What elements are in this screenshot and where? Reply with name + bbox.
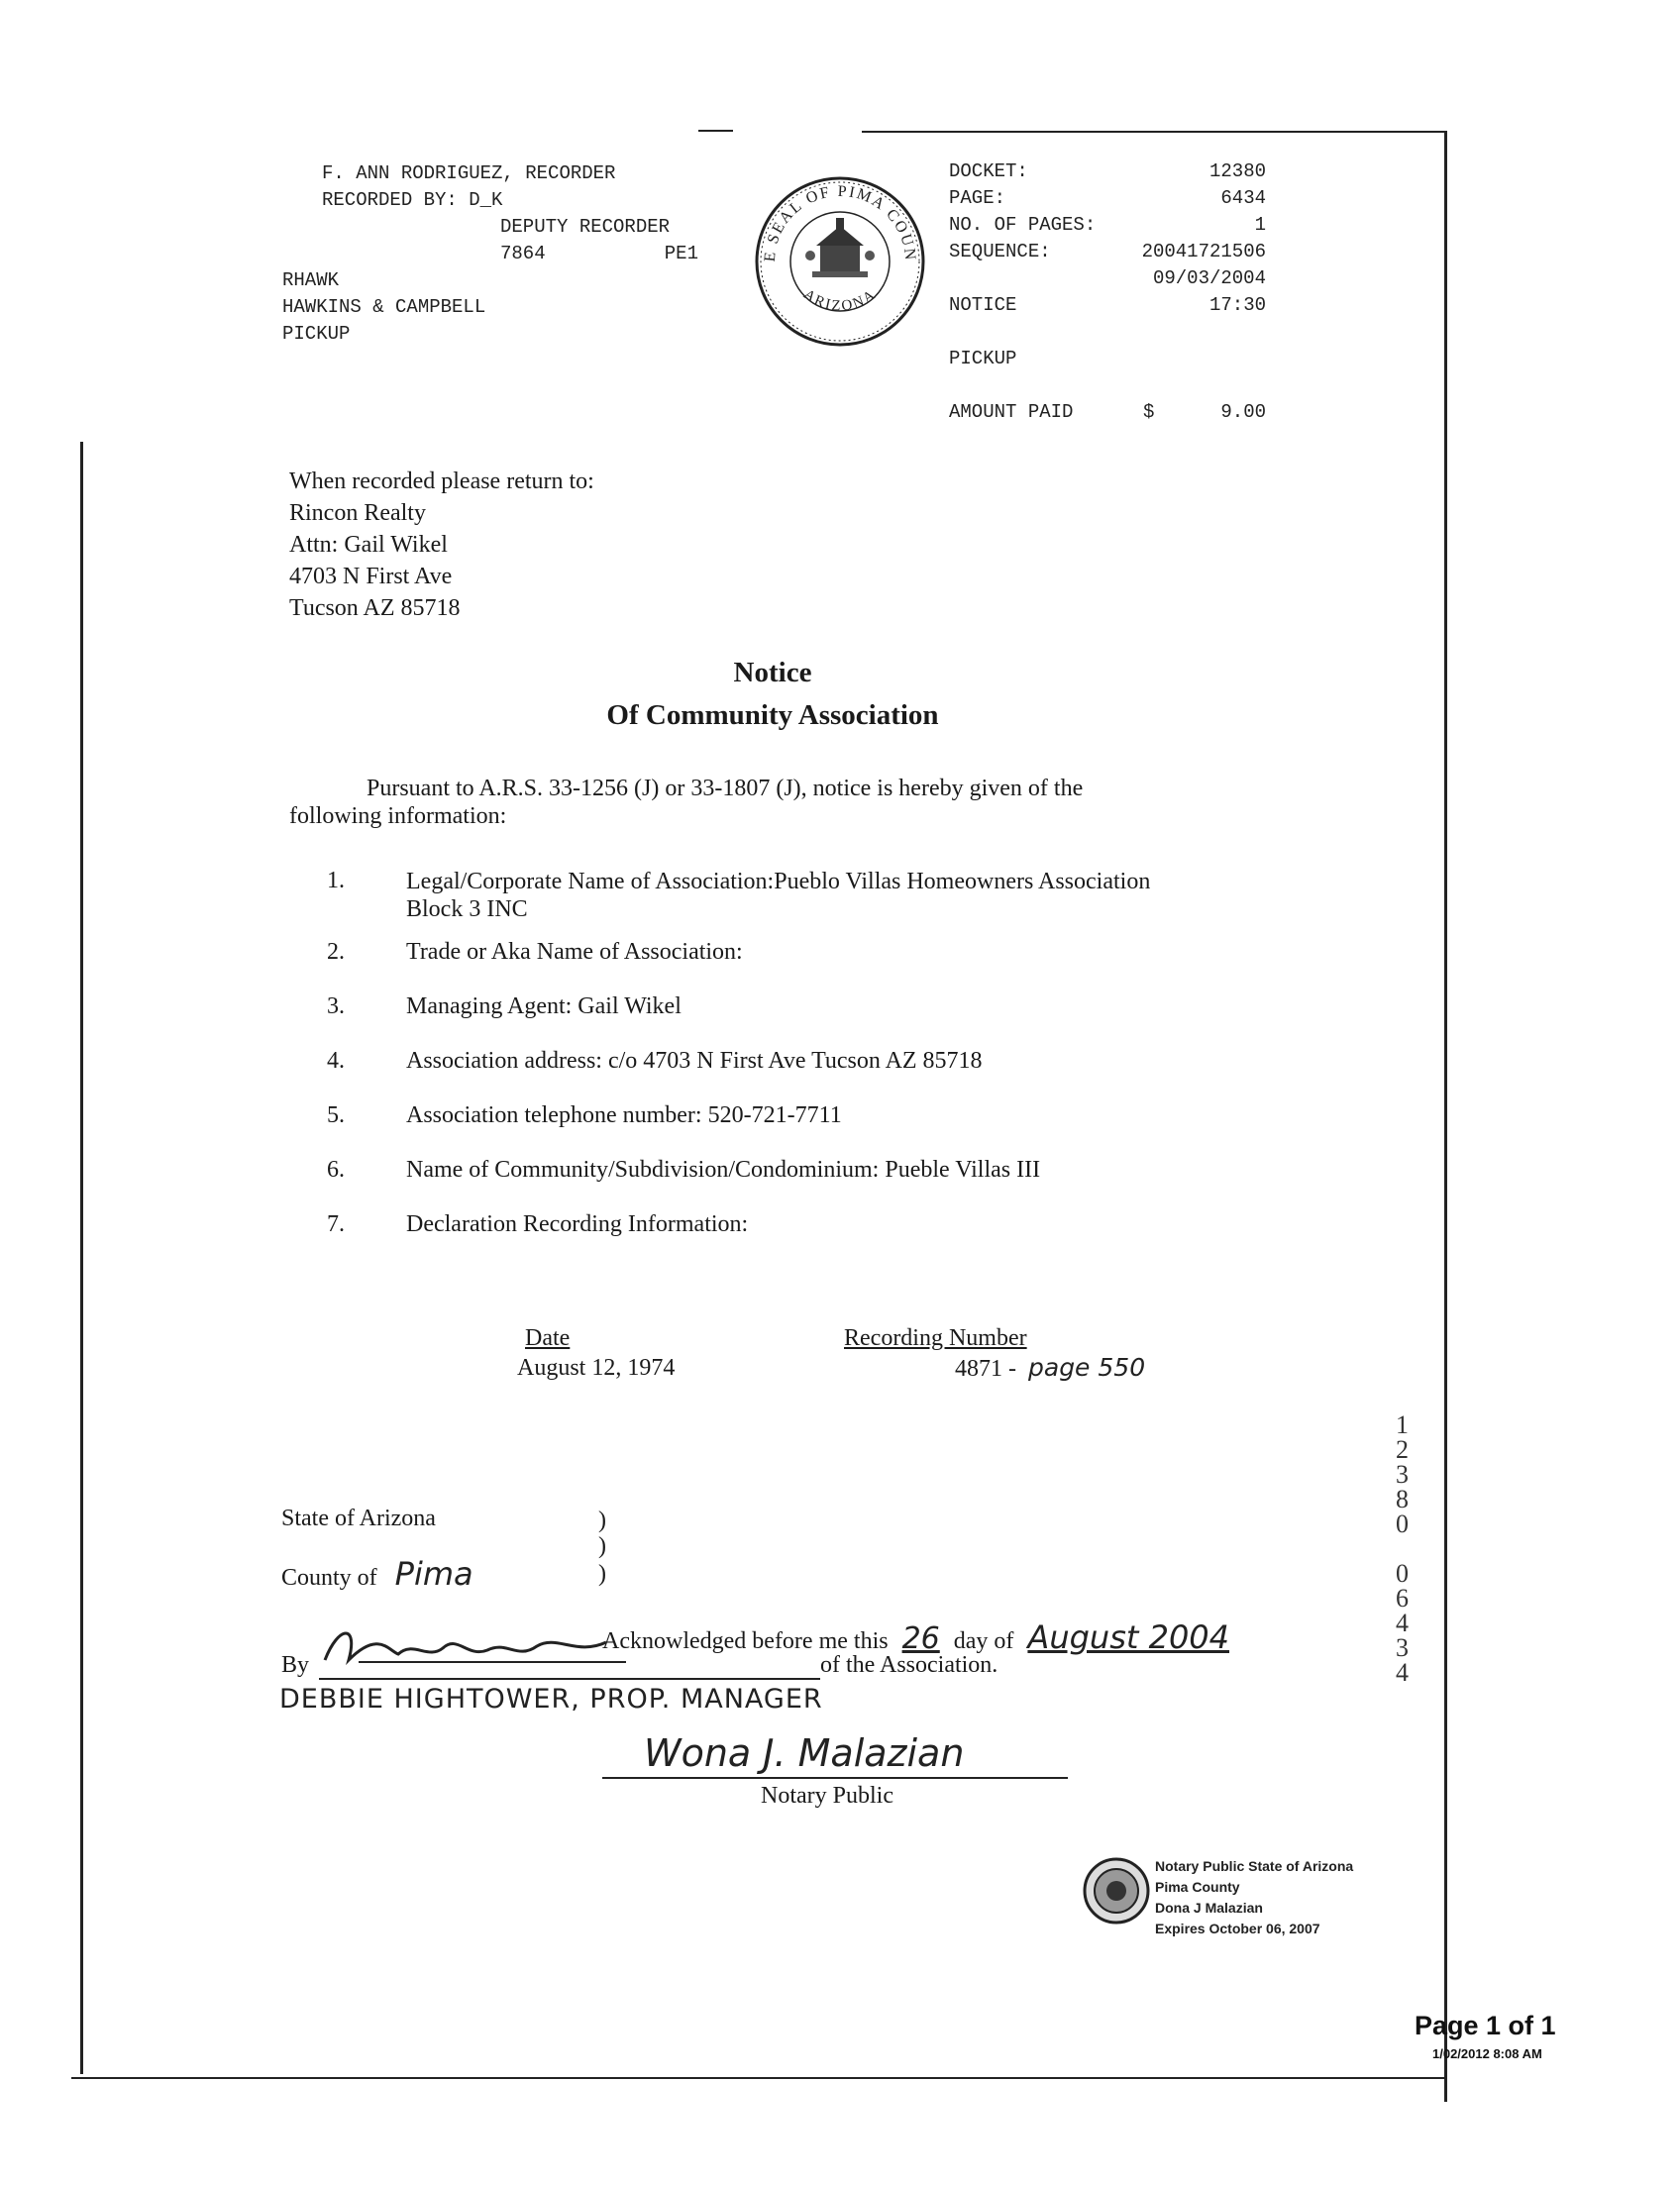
pickup-row: [949, 346, 1266, 372]
item-4-number: 4.: [327, 1048, 345, 1074]
seal-top-text: E SEAL OF PIMA COUN: [761, 182, 919, 263]
page-indicator: Page 1 of 1: [1415, 2011, 1556, 2040]
item-6-text: Name of Community/Subdivision/Condominium: Pueble Villas III: [406, 1157, 1041, 1183]
amount-currency: $: [1143, 401, 1155, 423]
docket-row: [949, 158, 1266, 185]
pages-row: [949, 212, 1266, 239]
item-3: [327, 993, 1150, 1021]
docket-pickup: PICKUP: [949, 348, 1017, 369]
ack-text: Acknowledged before me this: [602, 1628, 889, 1654]
sequence-label: SEQUENCE:: [949, 241, 1051, 262]
document-title: [475, 652, 1070, 737]
title-line-1: Notice: [733, 657, 812, 688]
declaration-date: [517, 1323, 675, 1383]
signer-signature-graphic: [319, 1620, 636, 1676]
recorder-code-right: PE1: [664, 243, 698, 264]
date-row: [949, 265, 1266, 292]
item-3-text: Managing Agent: Gail Wikel: [406, 993, 682, 1019]
intro-paragraph: [289, 775, 1083, 830]
notary-stamp-text: [1155, 1856, 1353, 1939]
recorder-rhawk: RHAWK: [282, 269, 340, 291]
pages-label: NO. OF PAGES:: [949, 214, 1097, 236]
ack-day-of: day of: [953, 1628, 1014, 1654]
docket-label: DOCKET:: [949, 160, 1028, 182]
ack-month: August 2004: [1027, 1618, 1230, 1656]
recorder-name: F. ANN RODRIGUEZ, RECORDER: [322, 162, 616, 184]
notary-public-label: Notary Public: [761, 1783, 893, 1809]
recording-number-header: Recording Number: [844, 1325, 1027, 1351]
county-handwritten: Pima: [394, 1555, 473, 1593]
title-line-2: Of Community Association: [606, 699, 939, 731]
left-border: [80, 442, 83, 2074]
item-1-text-2: Block 3 INC: [406, 896, 528, 922]
notary-signature: Wona J. Malazian: [644, 1731, 965, 1775]
return-line-5: Tucson AZ 85718: [289, 595, 461, 621]
deputy-recorder: DEPUTY RECORDER: [500, 216, 671, 238]
item-4-text: Association address: c/o 4703 N First Ave Tucson AZ 85718: [406, 1048, 983, 1074]
recording-number-handwritten: page 550: [1028, 1353, 1146, 1382]
info-items: [327, 868, 1150, 1266]
notary-seal-graphic: [1082, 1856, 1151, 1926]
seal-graphic: [753, 174, 927, 349]
item-3-number: 3.: [327, 993, 345, 1019]
by-underline: [319, 1678, 820, 1680]
county-label: County of: [281, 1565, 377, 1591]
item-7: [327, 1211, 1150, 1239]
item-4: [327, 1048, 1150, 1076]
top-rule-short: [698, 130, 733, 132]
stamp-line-4: Expires October 06, 2007: [1155, 1921, 1320, 1936]
recording-number-row: [955, 1353, 1145, 1384]
page-row: [949, 185, 1266, 212]
bottom-border: [71, 2077, 1446, 2079]
record-time: 17:30: [1208, 294, 1266, 316]
docket-block: [949, 158, 1266, 426]
state-label: State of Arizona: [281, 1506, 436, 1531]
paren-2: ): [598, 1533, 606, 1559]
doc-type: NOTICE: [949, 294, 1017, 316]
item-6-number: 6.: [327, 1157, 345, 1183]
paren-1: ): [598, 1508, 606, 1533]
svg-text:ARIZONA: [800, 286, 880, 314]
intro-line-1: Pursuant to A.R.S. 33-1256 (J) or 33-1807 (J), notice is hereby given of the: [367, 776, 1084, 801]
pages-value: 1: [1254, 214, 1266, 236]
type-row: [949, 292, 1266, 319]
amount-value: 9.00: [1220, 401, 1266, 423]
intro-line-2: following information:: [289, 803, 507, 829]
docket-value: 12380: [1208, 160, 1266, 182]
ack-day: 26: [901, 1621, 940, 1656]
return-line-3: Attn: Gail Wikel: [289, 532, 448, 558]
record-date: 09/03/2004: [1152, 267, 1266, 289]
ack-row: [602, 1618, 1229, 1656]
item-7-number: 7.: [327, 1211, 345, 1237]
item-1-text-wrap: [406, 868, 1150, 923]
stamp-line-3: Dona J Malazian: [1155, 1900, 1263, 1916]
page-value: 6434: [1220, 187, 1266, 209]
recorder-pickup: PICKUP: [282, 323, 351, 345]
item-7-text: Declaration Recording Information:: [406, 1211, 749, 1237]
item-2: [327, 939, 1150, 967]
amount-label: AMOUNT PAID: [949, 401, 1074, 423]
return-address: [289, 466, 594, 624]
sequence-row: [949, 239, 1266, 265]
item-5-number: 5.: [327, 1102, 345, 1128]
sequence-value: 20041721506: [1141, 241, 1266, 262]
item-6: [327, 1157, 1150, 1185]
recorder-code-left: 7864: [500, 243, 546, 264]
item-2-number: 2.: [327, 939, 345, 965]
item-5-text: Association telephone number: 520-721-7711: [406, 1102, 842, 1128]
amount-row: [949, 399, 1266, 426]
item-1: [327, 868, 1150, 923]
print-timestamp: 1/02/2012 8:08 AM: [1432, 2046, 1542, 2061]
signer-printed-name: DEBBIE HIGHTOWER, PROP. MANAGER: [279, 1684, 823, 1715]
stamp-line-1: Notary Public State of Arizona: [1155, 1858, 1354, 1874]
recorder-codes: [500, 241, 698, 267]
declaration-recording: [844, 1323, 1145, 1384]
county-row: [281, 1555, 473, 1593]
recorded-by: RECORDED BY: D_K: [322, 189, 503, 211]
notary-seal-icon: [1082, 1856, 1151, 1926]
top-rule: [862, 131, 1446, 133]
item-2-text: Trade or Aka Name of Association:: [406, 939, 743, 965]
recorder-firm: HAWKINS & CAMPBELL: [282, 296, 486, 318]
right-border: [1444, 131, 1447, 2102]
page-label: PAGE:: [949, 187, 1006, 209]
item-1-text: Legal/Corporate Name of Association:Pueblo Villas Homeowners Association: [406, 869, 1151, 894]
recorder-block: [282, 160, 698, 348]
notary-line: [602, 1777, 1068, 1779]
seal-bottom-text: ARIZONA: [800, 286, 880, 315]
return-line-1: When recorded please return to:: [289, 469, 594, 494]
return-line-2: Rincon Realty: [289, 500, 426, 526]
item-5: [327, 1102, 1150, 1130]
signer-signature: [319, 1620, 636, 1676]
side-document-number: 12380 06434: [1388, 1410, 1417, 1683]
county-seal: [753, 174, 927, 349]
recording-number-value: 4871 -: [955, 1356, 1016, 1382]
date-header: Date: [525, 1325, 571, 1351]
return-line-4: 4703 N First Ave: [289, 564, 453, 589]
item-1-number: 1.: [327, 868, 345, 893]
stamp-line-2: Pima County: [1155, 1879, 1240, 1895]
by-label: By: [281, 1652, 310, 1678]
date-value: August 12, 1974: [517, 1355, 676, 1381]
of-association: of the Association.: [820, 1652, 998, 1678]
paren-3: ): [598, 1561, 606, 1587]
